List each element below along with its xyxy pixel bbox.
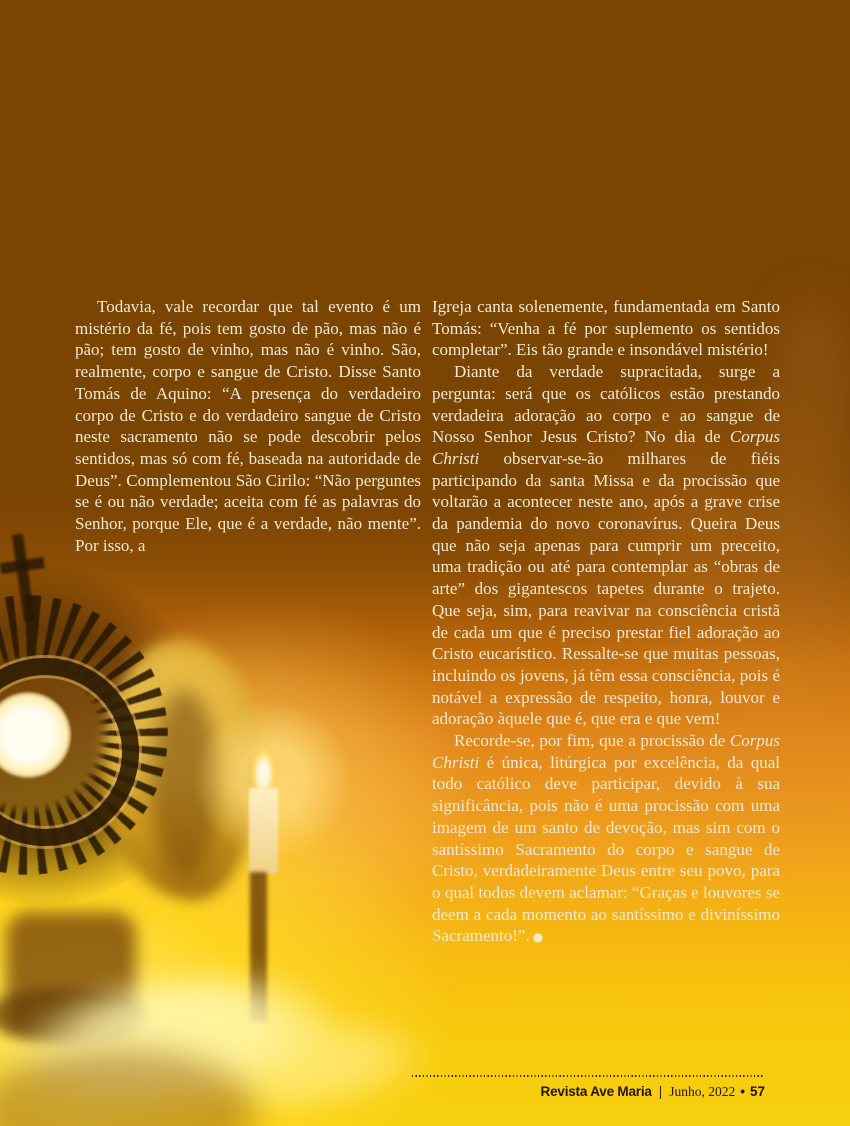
- italic-text-run: Corpus Christi: [432, 427, 780, 468]
- magazine-name: Revista Ave Maria: [540, 1084, 652, 1099]
- article-column-left: [75, 296, 421, 556]
- issue-date: Junho, 2022: [669, 1084, 736, 1099]
- text-run: observar-se-ão milhares de fiéis participando da santa Missa e da procissão que voltarão a acontecer neste ano, após a grave crise da pandemia do novo coronavírus. Queira Deus que não seja apenas para cumprir um preceito, uma tradição ou até para contemplar as “obras de arte” dos gigantescos tapetes durante o trajeto. Que seja, sim, para reavivar na consciência cristã de cada um que é preciso prestar fiel adoração ao Cristo eucarístico. Ressalte-se que muitas pessoas, incluindo os jovens, já têm essa consciência, pois é notável a expressão de respeito, honra, louvor e adoração àquele que é, que era e que vem!: [432, 448, 780, 729]
- text-run: Igreja canta solenemente, fundamentada em Santo Tomás: “Venha a fé por suplemento os sentidos completar”. Eis tão grande e insondável mistério!: [432, 297, 780, 360]
- page-footer: [412, 1075, 765, 1100]
- italic-text-run: Corpus Christi: [432, 731, 780, 772]
- footer-dotted-rule: [412, 1075, 765, 1077]
- paragraph: [75, 296, 421, 556]
- paragraph: [432, 361, 780, 730]
- text-run: Diante da verdade supracitada, surge a pergunta: será que os católicos estão prestando verdadeira adoração ao corpo e ao sangue de Nosso Senhor Jesus Cristo? No dia de: [432, 362, 780, 447]
- footer-bullet: •: [740, 1084, 745, 1099]
- text-run: Recorde-se, por fim, que a procissão de: [454, 731, 730, 751]
- article-column-right: [432, 296, 780, 949]
- paragraph: [432, 296, 780, 361]
- page-number: 57: [749, 1084, 765, 1099]
- paragraph: [432, 730, 780, 949]
- footer-credit-line: [412, 1084, 765, 1100]
- footer-separator: |: [658, 1084, 663, 1099]
- end-of-article-mark: ●: [532, 930, 544, 945]
- text-run: Todavia, vale recordar que tal evento é um mistério da fé, pois tem gosto de pão, mas não é pão; tem gosto de vinho, mas não é vinho. São, realmente, corpo e sangue de Cristo. Disse Santo Tomás de Aquino: “A presença do verdadeiro corpo de Cristo e do verdadeiro sangue de Cristo neste sacramento não se pode descobrir pelos sentidos, mas só com fé, baseada na autoridade de Deus”. Complementou São Cirilo: “Não perguntes se é ou não verdade; aceita com fé as palavras do Senhor, porque Ele, que é a verdade, não mente”. Por isso, a: [75, 297, 421, 555]
- text-run: é única, litúrgica por excelência, da qual todo católico deve participar, devido à sua significância, pois não é uma procissão com uma imagem de um santo de devoção, mas sim com o santíssimo Sacramento do corpo e sangue de Cristo, verdadeiramente Deus entre seu povo, para o qual todos devem aclamar: “Graças e louvores se deem a cada momento ao santíssimo e diviníssimo Sacramento!”.: [432, 752, 780, 946]
